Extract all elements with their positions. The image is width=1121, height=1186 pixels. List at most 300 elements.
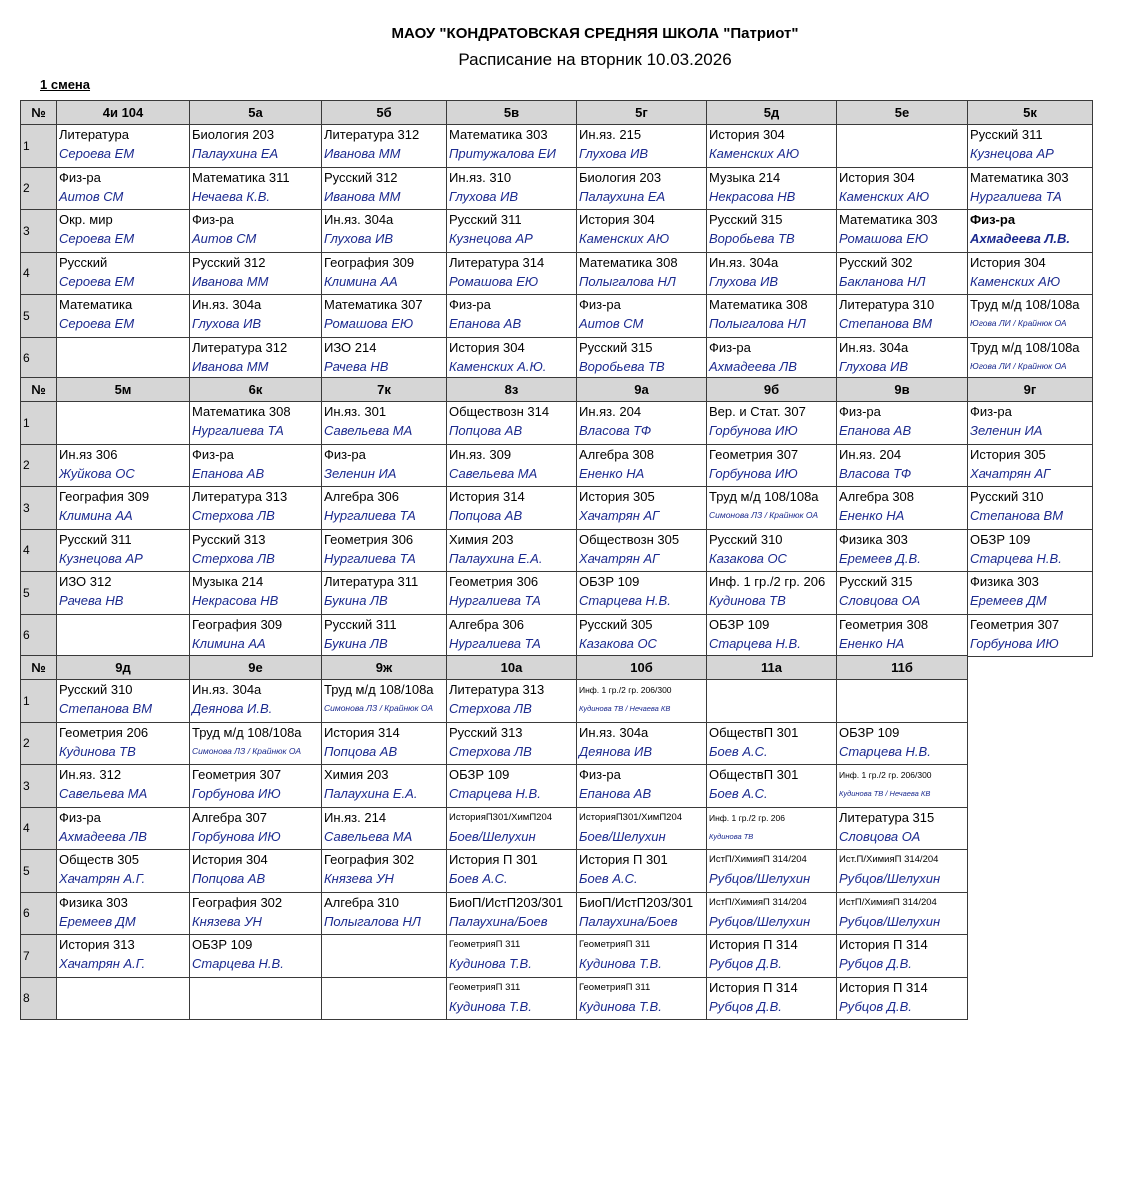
lesson-cell	[322, 402, 447, 445]
lesson-cell	[968, 295, 1093, 338]
teacher-name: Ененко НА	[579, 465, 645, 481]
lesson-number: 1	[21, 125, 57, 168]
lesson-cell	[57, 892, 190, 935]
lesson-cell	[577, 487, 707, 530]
lesson-cell	[322, 614, 447, 657]
subject-room: Алгебра 307	[192, 809, 268, 825]
teacher-name: Казакова ОС	[709, 550, 787, 566]
lesson-cell	[577, 337, 707, 380]
subject-room: ИстП/ХимияП 314/204	[709, 896, 807, 908]
subject-room: Алгебра 306	[324, 489, 400, 504]
lesson-cell	[322, 125, 447, 168]
lesson-cell	[190, 850, 322, 893]
teacher-name: Глухова ИВ	[192, 316, 262, 331]
subject-room: Алгебра 306	[449, 616, 525, 632]
teacher-name: Югова ЛИ / Крайнюк ОА	[970, 318, 1067, 328]
subject-room: География 302	[324, 852, 415, 867]
teacher-name: Сероева ЕМ	[59, 231, 135, 246]
subject-room: География 309	[324, 254, 415, 270]
lesson-cell	[707, 977, 837, 1020]
teacher-name: Рубцов/Шелухин	[709, 871, 811, 886]
lesson-cell	[447, 722, 577, 765]
teacher-name: Рубцов Д.В.	[839, 956, 912, 971]
teacher-name: Глухова ИВ	[709, 273, 779, 289]
subject-room: История П 301	[449, 852, 538, 867]
teacher-name: Старцева Н.В.	[709, 635, 801, 651]
teacher-name: Симонова ЛЗ / Крайнюк ОА	[324, 703, 434, 713]
subject-room: Окр. мир	[59, 212, 113, 227]
lesson-cell	[447, 680, 577, 723]
subject-room: История П 314	[709, 979, 798, 995]
subject-room: Биология 203	[579, 169, 662, 185]
subject-room: Русский 311	[324, 616, 397, 632]
lesson-cell	[837, 295, 968, 338]
lesson-row	[21, 614, 1093, 657]
class-header: 6к	[190, 378, 322, 402]
lesson-cell	[57, 680, 190, 723]
lesson-cell	[57, 167, 190, 210]
subject-room: Геометрия 308	[839, 616, 929, 632]
subject-room: Химия 203	[324, 767, 389, 782]
subject-room: ИстП/ХимияП 314/204	[839, 896, 937, 908]
subject-room: Физ-ра	[59, 169, 101, 185]
lesson-row	[21, 444, 1093, 487]
subject-room: Физ-ра	[970, 212, 1016, 227]
teacher-name: Горбунова ИЮ	[192, 786, 281, 801]
subject-room: Физика 303	[59, 894, 128, 910]
lesson-cell	[837, 765, 968, 808]
lesson-cell	[190, 935, 322, 978]
teacher-name: Глухова ИВ	[449, 188, 519, 204]
subject-room: Ин.яз. 304а	[192, 682, 262, 697]
teacher-name: Словцова ОА	[839, 593, 921, 608]
lesson-cell	[322, 529, 447, 572]
teacher-name: Савельева МА	[324, 828, 413, 844]
lesson-cell	[837, 402, 968, 445]
teacher-name: Степанова ВМ	[839, 316, 933, 331]
lesson-cell	[322, 252, 447, 295]
class-header: 11а	[707, 656, 837, 680]
subject-room: Химия 203	[449, 531, 514, 547]
teacher-name: Ромашова ЕЮ	[324, 316, 414, 331]
lesson-cell	[707, 210, 837, 253]
lesson-cell	[447, 167, 577, 210]
lesson-cell	[577, 850, 707, 893]
subject-room: БиоП/ИстП203/301	[449, 894, 564, 910]
teacher-name: Старцева Н.В.	[579, 593, 671, 608]
lesson-cell	[707, 765, 837, 808]
lesson-number: 5	[21, 572, 57, 615]
lesson-cell	[447, 210, 577, 253]
lesson-number: 4	[21, 529, 57, 572]
teacher-name: Еремеев ДМ	[59, 913, 136, 929]
lesson-cell	[322, 935, 447, 978]
teacher-name: Кудинова ТВ	[59, 743, 136, 759]
lesson-row	[21, 935, 968, 978]
teacher-name: Боев/Шелухин	[449, 828, 536, 844]
lesson-cell	[968, 487, 1093, 530]
lesson-row	[21, 765, 968, 808]
lesson-cell	[707, 252, 837, 295]
teacher-name: Глухова ИВ	[324, 231, 394, 246]
lesson-cell	[190, 125, 322, 168]
lesson-cell	[57, 935, 190, 978]
lesson-cell	[57, 614, 190, 657]
subject-room: Труд м/д 108/108а	[324, 682, 434, 697]
subject-room: История П 314	[839, 937, 928, 952]
subject-room: Труд м/д 108/108а	[192, 724, 302, 740]
teacher-name: Старцева Н.В.	[970, 550, 1062, 566]
teacher-name: Некрасова НВ	[709, 188, 796, 204]
teacher-name: Старцева Н.В.	[449, 786, 541, 801]
lesson-cell	[707, 402, 837, 445]
subject-room: Физика 303	[839, 531, 908, 547]
lesson-number: 2	[21, 167, 57, 210]
lesson-number: 1	[21, 402, 57, 445]
lesson-row	[21, 680, 968, 723]
teacher-name: Глухова ИВ	[579, 146, 649, 161]
subject-room: Русский 310	[970, 489, 1044, 504]
lesson-cell	[577, 252, 707, 295]
lesson-number: 4	[21, 252, 57, 295]
subject-room: Ин.яз. 304а	[324, 212, 394, 227]
subject-room: ОБЗР 109	[449, 767, 510, 782]
teacher-name: Каменских АЮ	[709, 146, 800, 161]
teacher-name: Словцова ОА	[839, 828, 921, 844]
class-header: 5а	[190, 101, 322, 125]
teacher-name: Ромашова ЕЮ	[839, 231, 929, 246]
subject-room: Математика 303	[449, 127, 548, 142]
lesson-cell	[837, 614, 968, 657]
subject-room: История 304	[579, 212, 655, 227]
lesson-cell	[57, 572, 190, 615]
teacher-name: Нургалиева ТА	[449, 593, 541, 608]
subject-room: Труд м/д 108/108а	[970, 339, 1080, 355]
subject-room: Физ-ра	[970, 404, 1012, 419]
lesson-cell	[322, 807, 447, 850]
subject-room: Ин.яз. 309	[449, 446, 512, 462]
teacher-name: Нечаева К.В.	[192, 188, 270, 204]
lesson-cell	[577, 125, 707, 168]
lesson-number: 5	[21, 850, 57, 893]
subject-room: Геометрия 306	[449, 574, 539, 589]
teacher-name: Нургалиева ТА	[324, 508, 416, 523]
lesson-row	[21, 210, 1093, 253]
lesson-cell	[447, 614, 577, 657]
teacher-name: Югова ЛИ / Крайнюк ОА	[970, 360, 1067, 371]
teacher-name: Рачева НВ	[59, 593, 124, 608]
subject-room: Инф. 1 гр./2 гр. 206/300	[839, 770, 932, 780]
subject-room: География 302	[192, 894, 283, 910]
lesson-row	[21, 892, 968, 935]
subject-room: Алгебра 308	[579, 446, 655, 462]
lesson-cell	[190, 487, 322, 530]
lesson-cell	[707, 337, 837, 380]
lesson-row	[21, 252, 1093, 295]
subject-room: Ин.яз. 312	[59, 767, 122, 782]
teacher-name: Кузнецова АР	[970, 146, 1054, 161]
teacher-name: Степанова ВМ	[970, 508, 1064, 523]
teacher-name: Горбунова ИЮ	[192, 828, 281, 844]
lesson-number: 2	[21, 444, 57, 487]
lesson-number: 7	[21, 935, 57, 978]
subject-room: Физ-ра	[579, 767, 621, 782]
teacher-name: Рубцов Д.В.	[709, 956, 782, 971]
subject-room: Вер. и Стат. 307	[709, 404, 806, 419]
lesson-row	[21, 402, 1093, 445]
teacher-name: Глухова ИВ	[839, 358, 909, 374]
lesson-cell	[447, 572, 577, 615]
teacher-name: Хачатрян АГ	[579, 550, 660, 566]
lesson-number: 6	[21, 614, 57, 657]
subject-room: История 304	[192, 852, 268, 867]
lesson-cell	[190, 529, 322, 572]
lesson-row	[21, 295, 1093, 338]
subject-room: ОбществП 301	[709, 724, 799, 740]
teacher-name: Рубцов Д.В.	[709, 998, 782, 1014]
lesson-number-header: №	[21, 101, 57, 125]
subject-room: Физ-ра	[709, 339, 751, 355]
lesson-row	[21, 487, 1093, 530]
lesson-cell	[190, 210, 322, 253]
subject-room: Русский 315	[709, 212, 783, 227]
lesson-cell	[707, 614, 837, 657]
teacher-name: Кузнецова АР	[449, 231, 533, 246]
class-header-row	[21, 101, 1093, 125]
subject-room: Музыка 214	[709, 169, 781, 185]
subject-room: ГеометрияП 311	[579, 939, 651, 950]
teacher-name: Зеленин ИА	[324, 465, 397, 481]
teacher-name: Епанова АВ	[579, 786, 652, 801]
teacher-name: Деянова И.В.	[192, 701, 273, 716]
lesson-cell	[707, 722, 837, 765]
subject-room: Русский 313	[192, 531, 266, 547]
lesson-cell	[322, 765, 447, 808]
teacher-name: Савельева МА	[59, 786, 148, 801]
subject-room: Литература 314	[449, 254, 545, 270]
class-header: 8з	[447, 378, 577, 402]
lesson-row	[21, 167, 1093, 210]
teacher-name: Кудинова ТВ	[709, 831, 754, 841]
teacher-name: Кудинова ТВ / Нечаева КВ	[579, 704, 671, 713]
teacher-name: Горбунова ИЮ	[709, 423, 798, 438]
lesson-cell	[190, 765, 322, 808]
lesson-cell	[322, 850, 447, 893]
lesson-cell	[447, 807, 577, 850]
lesson-cell	[577, 210, 707, 253]
lesson-number: 6	[21, 892, 57, 935]
teacher-name: Старцева Н.В.	[839, 743, 931, 759]
teacher-name: Каменских АЮ	[839, 188, 930, 204]
class-header: 10а	[447, 656, 577, 680]
subject-room: ИсторияП301/ХимП204	[449, 811, 553, 823]
teacher-name: Ромашова ЕЮ	[449, 273, 539, 289]
lesson-cell	[968, 614, 1093, 657]
teacher-name: Палаухина Е.А.	[449, 550, 543, 566]
teacher-name: Кудинова Т.В.	[449, 998, 532, 1014]
subject-room: Инф. 1 гр./2 гр. 206	[709, 812, 785, 823]
teacher-name: Аитов СМ	[192, 231, 257, 246]
lesson-cell	[447, 977, 577, 1020]
subject-room: ИстП/ХимияП 314/204	[709, 854, 807, 865]
subject-room: История 304	[449, 339, 525, 355]
subject-room: Русский 311	[449, 212, 522, 227]
lesson-cell	[322, 167, 447, 210]
subject-room: ИЗО 312	[59, 574, 112, 589]
lesson-cell	[57, 125, 190, 168]
subject-room: Русский 310	[709, 531, 783, 547]
lesson-cell	[322, 210, 447, 253]
lesson-row	[21, 125, 1093, 168]
class-header: 11б	[837, 656, 968, 680]
lesson-cell	[190, 572, 322, 615]
lesson-cell	[447, 402, 577, 445]
lesson-cell	[57, 487, 190, 530]
lesson-cell	[190, 167, 322, 210]
lesson-cell	[322, 680, 447, 723]
subject-room: Музыка 214	[192, 574, 264, 589]
subject-room: Русский 302	[839, 254, 913, 270]
subject-room: История 314	[449, 489, 525, 504]
teacher-name: Рачева НВ	[324, 358, 389, 374]
subject-room: ОбществП 301	[709, 767, 799, 782]
teacher-name: Власова ТФ	[579, 423, 652, 438]
subject-room: Инф. 1 гр./2 гр. 206	[709, 574, 826, 589]
teacher-name: Аитов СМ	[59, 188, 124, 204]
lesson-cell	[837, 977, 968, 1020]
teacher-name: Хачатрян АГ	[970, 465, 1051, 481]
lesson-cell	[57, 210, 190, 253]
subject-room: Ин.яз. 304а	[192, 297, 262, 312]
lesson-cell	[707, 125, 837, 168]
lesson-cell	[837, 337, 968, 380]
subject-room: Ин.яз 306	[59, 446, 118, 462]
subject-room: Физ-ра	[59, 809, 101, 825]
teacher-name: Палаухина Е.А.	[324, 786, 418, 801]
subject-room: Литература 312	[192, 339, 288, 355]
lesson-cell	[707, 295, 837, 338]
lesson-cell	[190, 252, 322, 295]
teacher-name: Симонова ЛЗ / Крайнюк ОА	[192, 745, 302, 756]
lesson-cell	[447, 850, 577, 893]
subject-room: Физ-ра	[579, 297, 621, 312]
teacher-name: Иванова ММ	[324, 146, 401, 161]
teacher-name: Еремеев Д.В.	[839, 550, 921, 566]
lesson-cell	[707, 572, 837, 615]
teacher-name: Ахмадеева ЛВ	[59, 828, 147, 844]
lesson-cell	[57, 295, 190, 338]
lesson-cell	[577, 892, 707, 935]
subject-room: Русский 305	[579, 616, 653, 632]
subject-room: Ин.яз. 304а	[839, 339, 909, 355]
teacher-name: Попцова АВ	[324, 743, 398, 759]
teacher-name: Боев А.С.	[449, 871, 508, 886]
lesson-cell	[837, 935, 968, 978]
class-header: 7к	[322, 378, 447, 402]
teacher-name: Попцова АВ	[449, 508, 523, 523]
teacher-name: Иванова ММ	[324, 188, 401, 204]
subject-room: География 309	[59, 489, 150, 504]
class-header: 9б	[707, 378, 837, 402]
teacher-name: Горбунова ИЮ	[709, 465, 798, 481]
lesson-cell	[57, 402, 190, 445]
class-header: 9ж	[322, 656, 447, 680]
subject-room: ИсторияП301/ХимП204	[579, 811, 683, 823]
lesson-cell	[447, 892, 577, 935]
teacher-name: Сероева ЕМ	[59, 273, 135, 289]
lesson-cell	[322, 722, 447, 765]
lesson-cell	[190, 402, 322, 445]
teacher-name: Хачатрян АГ	[579, 508, 660, 523]
teacher-name: Воробьева ТВ	[709, 231, 795, 246]
lesson-number: 6	[21, 337, 57, 380]
school-name: МАОУ "КОНДРАТОВСКАЯ СРЕДНЯЯ ШКОЛА "Патриот"	[391, 25, 799, 42]
lesson-cell	[577, 935, 707, 978]
teacher-name: Иванова ММ	[192, 358, 269, 374]
subject-room: Обществ 305	[59, 852, 139, 867]
lesson-cell	[837, 167, 968, 210]
lesson-cell	[968, 252, 1093, 295]
teacher-name: Хачатрян А.Г.	[59, 871, 146, 886]
teacher-name: Аитов СМ	[579, 316, 644, 331]
teacher-name: Боев А.С.	[709, 743, 768, 759]
lesson-cell	[190, 722, 322, 765]
lesson-cell	[57, 252, 190, 295]
lesson-cell	[707, 892, 837, 935]
lesson-cell	[577, 167, 707, 210]
lesson-cell	[577, 680, 707, 723]
teacher-name: Нургалиева ТА	[192, 423, 284, 438]
lesson-cell	[447, 487, 577, 530]
subject-room: Ин.яз. 204	[579, 404, 642, 419]
teacher-name: Букина ЛВ	[324, 593, 388, 608]
teacher-name: Полыгалова НЛ	[579, 273, 676, 289]
class-header: 5б	[322, 101, 447, 125]
lesson-cell	[968, 337, 1093, 380]
lesson-cell	[577, 402, 707, 445]
lesson-cell	[447, 444, 577, 487]
teacher-name: Попцова АВ	[192, 871, 266, 886]
lesson-cell	[57, 850, 190, 893]
teacher-name: Власова ТФ	[839, 465, 912, 481]
lesson-cell	[447, 529, 577, 572]
subject-room: Математика	[59, 297, 133, 312]
teacher-name: Ахмадеева Л.В.	[970, 231, 1071, 246]
subject-room: Ин.яз. 215	[579, 127, 642, 142]
subject-room: БиоП/ИстП203/301	[579, 894, 694, 910]
shift-label: 1 смена	[40, 77, 91, 92]
teacher-name: Кудинова ТВ / Нечаева КВ	[839, 789, 931, 798]
subject-room: Литература 312	[324, 127, 420, 142]
subject-room: Литература 311	[324, 574, 419, 589]
lesson-row	[21, 572, 1093, 615]
class-header: 5е	[837, 101, 968, 125]
subject-room: История 305	[970, 446, 1046, 462]
lesson-cell	[968, 125, 1093, 168]
subject-room: Русский 313	[449, 724, 523, 740]
subject-room: ОБЗР 109	[709, 616, 770, 632]
subject-room: Русский 310	[59, 682, 133, 697]
teacher-name: Каменских АЮ	[970, 273, 1061, 289]
lesson-cell	[837, 252, 968, 295]
lesson-cell	[190, 295, 322, 338]
subject-room: География 309	[192, 616, 283, 632]
teacher-name: Кудинова ТВ	[709, 593, 786, 608]
schedule-table-1	[20, 100, 1093, 380]
teacher-name: Стерхова ЛВ	[192, 550, 275, 566]
teacher-name: Рубцов/Шелухин	[839, 913, 941, 929]
schedule-table-2	[20, 377, 1093, 657]
